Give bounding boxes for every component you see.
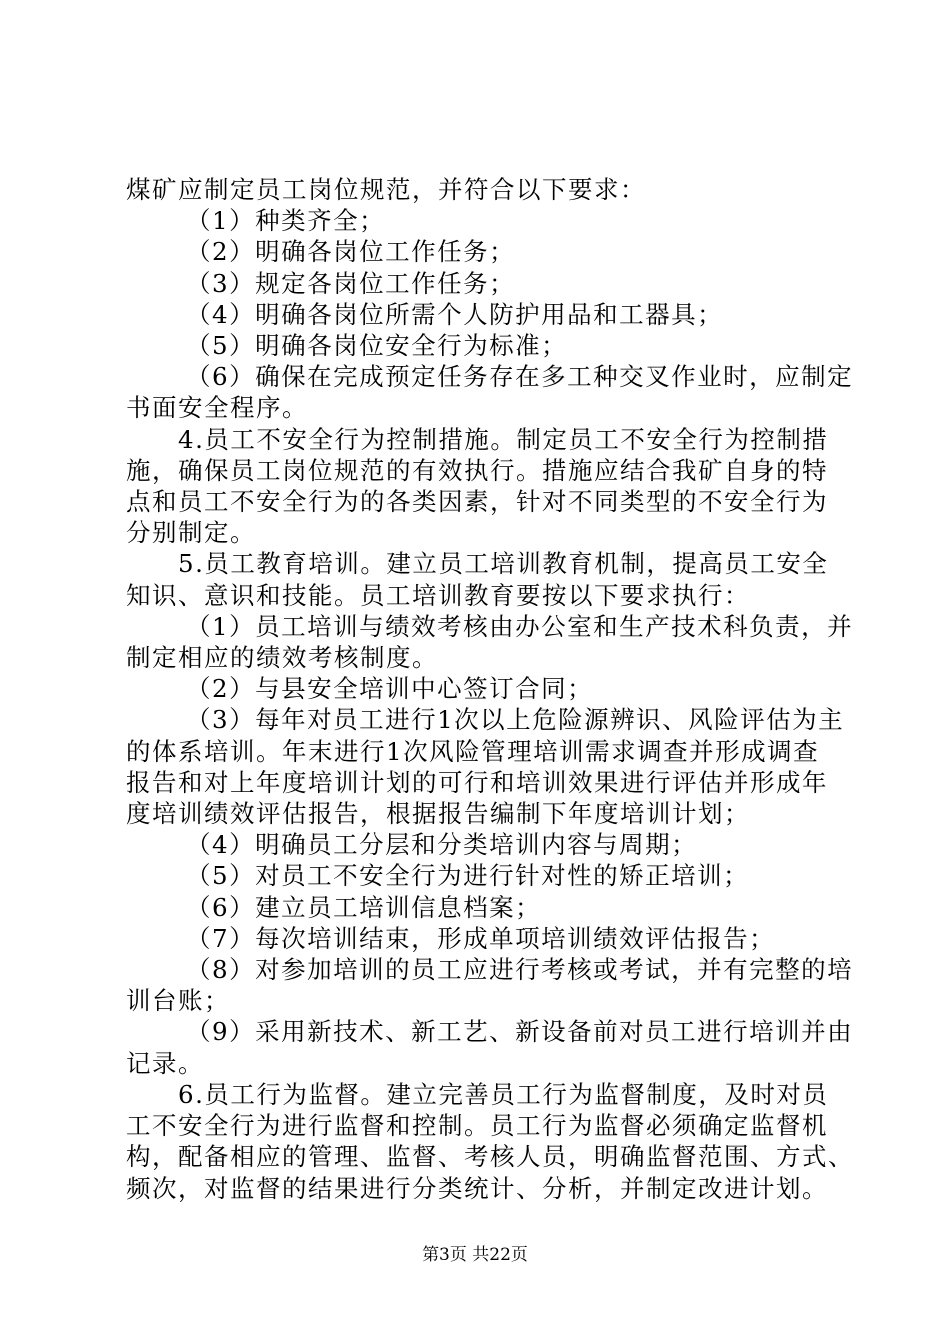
text-line: 知识、意识和技能。员工培训教育要按以下要求执行： [126,580,750,610]
text-line: 频次，对监督的结果进行分类统计、分析，并制定改进计划。 [126,1173,828,1203]
page-footer: 第3页 共22页 [422,1245,528,1265]
text-line: 煤矿应制定员工岗位规范，并符合以下要求： [126,175,646,204]
text-line: （1）种类齐全； [186,206,386,236]
text-line: （8）对参加培训的员工应进行考核或考试，并有完整的培 [186,955,854,985]
text-line: （3）每年对员工进行1次以上危险源辨识、风险评估为主 [186,705,845,735]
text-line: 的体系培训。年末进行1次风险管理培训需求调查并形成调查 [126,736,820,766]
text-line: （5）对员工不安全行为进行针对性的矫正培训； [186,861,750,891]
text-line: （2）明确各岗位工作任务； [186,237,516,267]
text-line: 制定相应的绩效考核制度。 [126,643,438,673]
text-line: （4）明确各岗位所需个人防护用品和工器具； [186,299,724,329]
text-line: 度培训绩效评估报告，根据报告编制下年度培训计划； [126,799,750,829]
text-line: 4.员工不安全行为控制措施。制定员工不安全行为控制措 [178,424,829,454]
text-line: 6.员工行为监督。建立完善员工行为监督制度，及时对员 [178,1079,829,1109]
text-line: 报告和对上年度培训计划的可行和培训效果进行评估并形成年 [126,767,828,797]
text-line: 分别制定。 [126,518,256,548]
text-line: 记录。 [126,1048,204,1078]
text-line: 书面安全程序。 [126,393,308,423]
text-line: （6）建立员工培训信息档案； [186,892,542,922]
text-line: （9）采用新技术、新工艺、新设备前对员工进行培训并由 [186,1017,854,1047]
text-line: （1）员工培训与绩效考核由办公室和生产技术科负责，并 [186,611,854,641]
text-line: 施，确保员工岗位规范的有效执行。措施应结合我矿自身的特 [126,455,828,485]
text-line: 工不安全行为进行监督和控制。员工行为监督必须确定监督机 [126,1111,828,1141]
text-line: （6）确保在完成预定任务存在多工种交叉作业时，应制定 [186,362,854,392]
text-line: 5.员工教育培训。建立员工培训教育机制，提高员工安全 [178,549,829,579]
text-line: 训台账； [126,986,230,1016]
text-line: （4）明确员工分层和分类培训内容与周期； [186,830,698,860]
text-line: 构，配备相应的管理、监督、考核人员，明确监督范围、方式、 [126,1142,854,1172]
text-line: （2）与县安全培训中心签订合同； [186,674,594,704]
text-line: （3）规定各岗位工作任务； [186,268,516,298]
document-body [126,174,854,1204]
text-line: （7）每次培训结束，形成单项培训绩效评估报告； [186,923,776,953]
text-line: （5）明确各岗位安全行为标准； [186,331,568,361]
text-line: 点和员工不安全行为的各类因素，针对不同类型的不安全行为 [126,487,828,517]
